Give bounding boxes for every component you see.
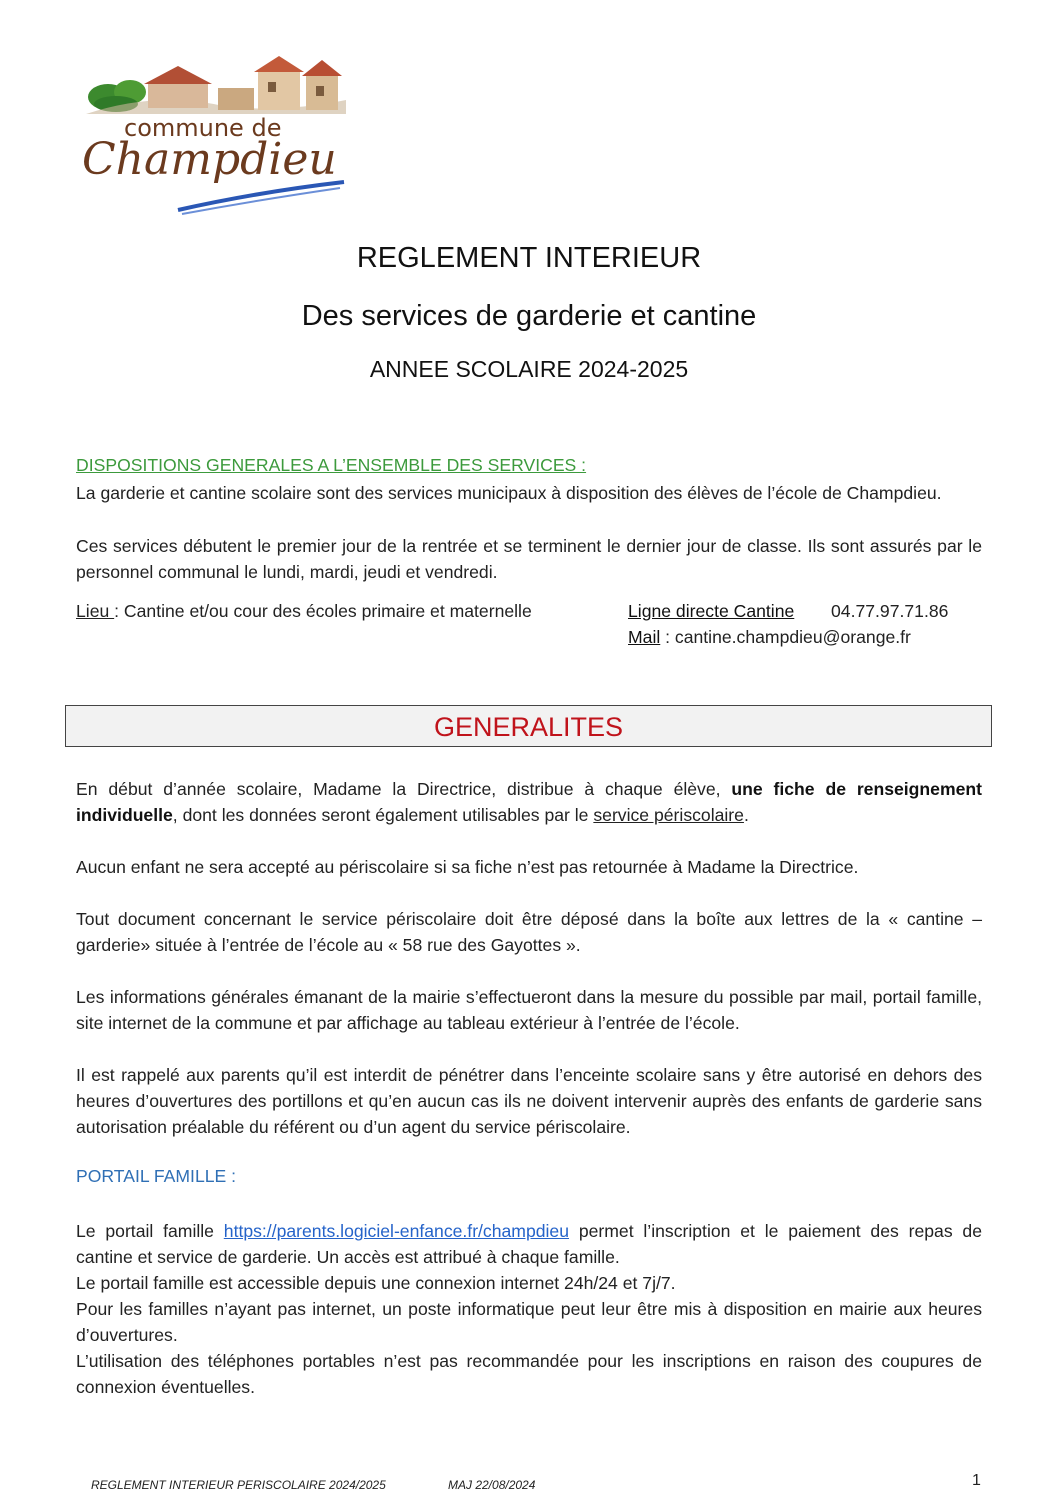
portail-heading: PORTAIL FAMILLE : xyxy=(76,1166,237,1186)
generalites-heading: GENERALITES xyxy=(433,712,624,742)
mail-line xyxy=(628,627,911,648)
dispositions-heading: DISPOSITIONS GENERALES A L’ENSEMBLE DES SERVICES : xyxy=(76,455,587,475)
portail-para-4: L’utilisation des téléphones portables n’est pas recommandée pour les inscriptions en raison des coupures de connexion éventuelles. xyxy=(76,1351,982,1397)
dispositions-para-2: Ces services débutent le premier jour de la rentrée et se terminent le dernier jour de classe. Ils sont assurés par le personnel communal le lundi, mardi, jeudi et vendredi. xyxy=(76,536,982,582)
generalites-para-1 xyxy=(76,776,982,828)
portail-p1-text-b: permet l’inscription et le paiement des repas de cantine et service de garderie. Un accès est attribué à chaque famille. xyxy=(76,1221,982,1267)
lieu-value: Cantine et/ou cour des écoles primaire et maternelle xyxy=(119,601,532,621)
p1-text-a: En début d’année scolaire, Madame la Directrice, distribue à chaque élève, xyxy=(76,779,732,799)
portail-para-2: Le portail famille est accessible depuis une connexion internet 24h/24 et 7j/7. xyxy=(76,1273,676,1293)
p1-bold-text: une fiche de renseignement individuelle xyxy=(76,779,982,825)
footer-update-date: MAJ 22/08/2024 xyxy=(448,1478,536,1492)
ligne-value: 04.77.97.71.86 xyxy=(831,601,949,621)
mail-value: : cantine.champdieu@orange.fr xyxy=(660,627,911,647)
portail-para-3: Pour les familles n’ayant pas internet, un poste informatique peut leur être mis à disposition en mairie aux heures d’ouvertures. xyxy=(76,1299,982,1345)
lieu-line xyxy=(76,601,532,622)
lieu-label: Lieu xyxy=(76,601,115,621)
document-subtitle: Des services de garderie et cantine xyxy=(301,300,757,332)
lieu-colon: : xyxy=(114,601,120,621)
school-year: ANNEE SCOLAIRE 2024-2025 xyxy=(369,356,689,382)
portail-p1-text-a: Le portail famille xyxy=(76,1221,224,1241)
p1-underlined-text: service périscolaire xyxy=(593,805,744,825)
ligne-label xyxy=(628,601,794,622)
mail-label: Mail xyxy=(628,627,661,647)
generalites-banner xyxy=(65,705,992,747)
portail-para-1 xyxy=(76,1218,982,1270)
document-title: REGLEMENT INTERIEUR xyxy=(356,242,702,274)
generalites-para-2: Aucun enfant ne sera accepté au périscolaire si sa fiche n’est pas retournée à Madame la Directrice. xyxy=(76,857,859,877)
ligne-directe-label: Ligne directe Cantine xyxy=(628,601,795,621)
page-number: 1 xyxy=(972,1472,981,1489)
generalites-para-3: Tout document concernant le service périscolaire doit être déposé dans la boîte aux lettres de la « cantine – garderie» située à l’entrée de l’école au « 58 rue des Gayottes ». xyxy=(76,909,982,955)
footer-document-name: REGLEMENT INTERIEUR PERISCOLAIRE 2024/2025 xyxy=(91,1478,386,1492)
dispositions-para-1: La garderie et cantine scolaire sont des services municipaux à disposition des élèves de l’école de Champdieu. xyxy=(76,483,942,503)
champdieu-logo xyxy=(78,52,350,218)
logo-text-large: Champdieu xyxy=(82,134,337,185)
logo-text-small: commune de xyxy=(124,114,282,142)
p1-text-b: , dont les données seront également utilisables par le xyxy=(172,805,594,825)
portail-link[interactable]: https://parents.logiciel-enfance.fr/champdieu xyxy=(223,1221,570,1241)
p1-text-c: . xyxy=(743,805,749,825)
generalites-para-4: Les informations générales émanant de la mairie s’effectueront dans la mesure du possible par mail, portail famille, site internet de la commune et par affichage au tableau extérieur à l’entrée de l’école. xyxy=(76,987,982,1033)
generalites-para-5: Il est rappelé aux parents qu’il est interdit de pénétrer dans l’enceinte scolaire sans y être autorisé en dehors des heures d’ouvertures des portillons et qu’en aucun cas ils ne doivent intervenir auprès des enfants de garderie sans autorisation préalable du référent ou d’un agent du service périscolaire. xyxy=(76,1065,982,1137)
